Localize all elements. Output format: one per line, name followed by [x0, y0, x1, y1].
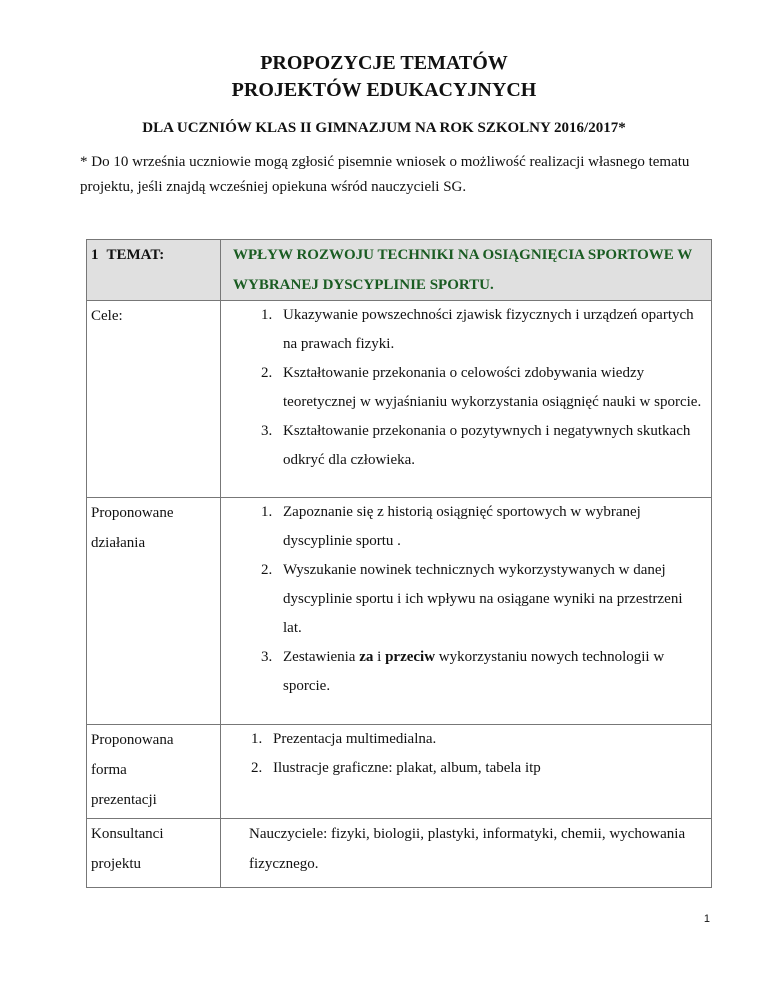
consultants-cell	[221, 819, 712, 888]
topic-row	[87, 240, 712, 301]
actions-row	[87, 498, 712, 725]
topic-value-cell	[221, 240, 712, 301]
list-item: Wyszukanie nowinek technicznych wykorzystywanych w danej dyscyplinie sportu i ich wpływu na osiągane wyniki na przestrzeni lat.	[283, 562, 683, 636]
actions-label-cell	[87, 498, 221, 725]
action3-bold-za: za	[359, 649, 374, 665]
topic-label-cell	[87, 240, 221, 301]
form-row	[87, 725, 712, 819]
form-cell	[221, 725, 712, 819]
list-item: Kształtowanie przekonania o celowości zdobywania wiedzy teoretycznej w wyjaśnianiu wykorzystania osiągnięć nauki w sporcie.	[283, 365, 702, 410]
document-subtitle: DLA UCZNIÓW KLAS II GIMNAZJUM NA ROK SZKOLNY 2016/2017*	[142, 120, 626, 136]
document-title	[0, 50, 768, 104]
project-number: 1	[91, 247, 99, 263]
action3-mid: i	[373, 649, 386, 665]
footnote-text: * Do 10 września uczniowie mogą zgłosić pisemnie wniosek o możliwość realizacji własnego tematu projektu, jeśli znajdą wcześniej opiekuna wśród nauczycieli SG.	[80, 154, 690, 195]
topic-label: TEMAT:	[106, 247, 165, 263]
action3-suffix: wykorzystaniu nowych technologii w sporcie.	[283, 649, 665, 694]
goals-label-cell	[87, 301, 221, 498]
goals-list	[221, 301, 711, 475]
list-item	[261, 643, 711, 701]
title-line-2: PROJEKTÓW EDUKACYJNYCH	[231, 79, 537, 101]
page-number: 1	[703, 913, 710, 925]
form-label-line3: prezentacji	[91, 792, 157, 808]
list-item: Ilustracje graficzne: plakat, album, tabela itp	[273, 760, 541, 776]
action3-prefix: Zestawienia	[283, 649, 360, 665]
actions-label-line1: Proponowane	[91, 505, 174, 521]
actions-label-line2: działania	[91, 535, 146, 551]
form-label-cell	[87, 725, 221, 819]
goals-row	[87, 301, 712, 498]
consultants-label-line1: Konsultanci	[91, 826, 164, 842]
consultants-text: Nauczyciele: fizyki, biologii, plastyki, informatyki, chemii, wychowania fizycznego.	[249, 826, 686, 872]
list-item: Kształtowanie przekonania o pozytywnych i negatywnych skutkach odkryć dla człowieka.	[283, 423, 691, 468]
actions-cell	[221, 498, 712, 725]
list-item: Zapoznanie się z historią osiągnięć sportowych w wybranej dyscyplinie sportu .	[283, 504, 641, 549]
action3-bold-przeciw: przeciw	[385, 649, 436, 665]
project-topic: WPŁYW ROZWOJU TECHNIKI NA OSIĄGNIĘCIA SPORTOWE W WYBRANEJ DYSCYPLINIE SPORTU.	[233, 247, 693, 293]
consultants-label-cell	[87, 819, 221, 888]
title-line-1: PROPOZYCJE TEMATÓW	[260, 52, 508, 74]
actions-list	[221, 498, 711, 701]
list-item: Prezentacja multimedialna.	[273, 731, 437, 747]
goals-label: Cele:	[91, 308, 123, 324]
form-label-line1: Proponowana	[91, 732, 174, 748]
consultants-label-line2: projektu	[91, 856, 141, 872]
goals-cell	[221, 301, 712, 498]
consultants-row	[87, 819, 712, 888]
form-label-line2: forma	[91, 762, 127, 778]
project-table	[86, 239, 712, 888]
list-item: Ukazywanie powszechności zjawisk fizycznych i urządzeń opartych na prawach fizyki.	[283, 307, 694, 352]
forms-list	[221, 725, 711, 783]
